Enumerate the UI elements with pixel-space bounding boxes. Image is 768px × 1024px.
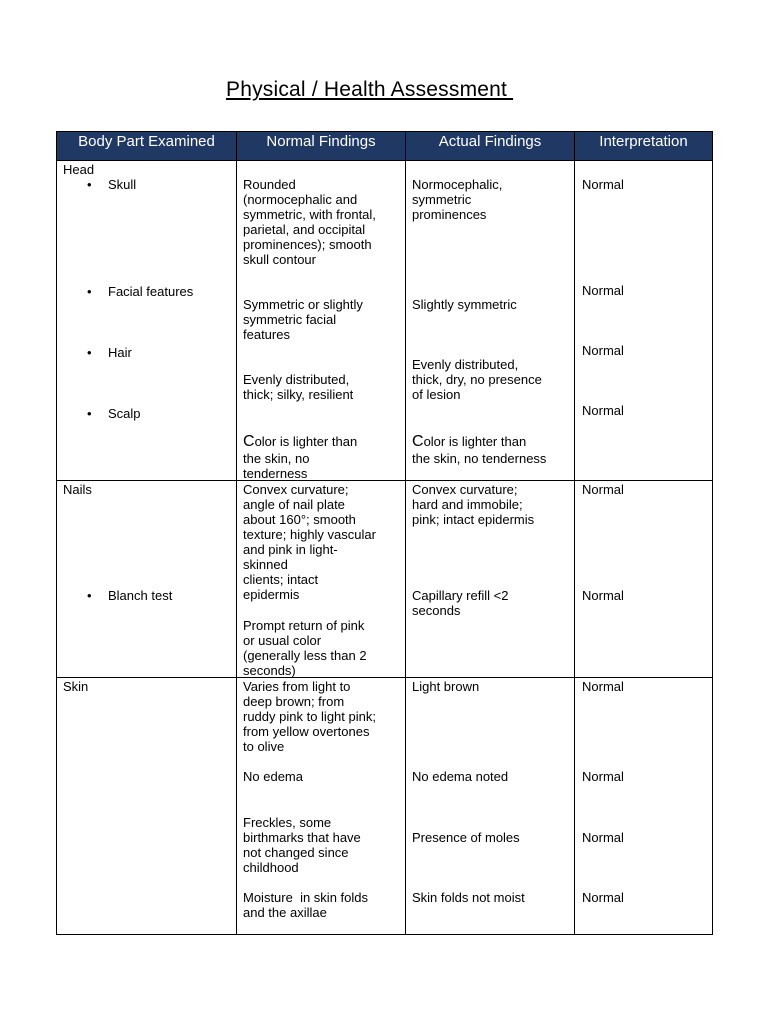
bullet-icon: • xyxy=(87,345,92,360)
facial-interpretation: Normal xyxy=(582,283,624,298)
item-facial-features: Facial features xyxy=(108,284,194,299)
item-scalp: Scalp xyxy=(108,406,141,421)
blanch-interpretation: Normal xyxy=(582,588,624,603)
table-border-header-bottom xyxy=(56,160,713,161)
header-body-part: Body Part Examined xyxy=(57,132,236,160)
row-divider xyxy=(56,480,713,481)
scalp-interpretation: Normal xyxy=(582,403,624,418)
column-divider xyxy=(236,131,237,935)
bullet-icon: • xyxy=(87,177,92,192)
item-skull: Skull xyxy=(108,177,137,192)
row-label-skin: Skin xyxy=(63,679,89,694)
row-label-head: Head xyxy=(63,162,95,177)
bullet-icon: • xyxy=(87,588,92,603)
bullet-icon: • xyxy=(87,284,92,299)
column-divider xyxy=(405,131,406,935)
row-divider xyxy=(56,677,713,678)
table-border-top xyxy=(56,131,713,132)
hair-interpretation: Normal xyxy=(582,343,624,358)
item-hair: Hair xyxy=(108,345,132,360)
bullet-icon: • xyxy=(87,406,92,421)
facial-actual: Slightly symmetric xyxy=(412,297,517,312)
skull-interpretation: Normal xyxy=(582,177,624,192)
table-border-bottom xyxy=(56,934,713,935)
row-label-nails: Nails xyxy=(63,482,92,497)
header-actual-findings: Actual Findings xyxy=(406,132,574,160)
item-blanch-test: Blanch test xyxy=(108,588,173,603)
nails-interpretation: Normal xyxy=(582,482,624,497)
header-interpretation: Interpretation xyxy=(575,132,712,160)
table-border-right xyxy=(712,131,713,935)
page-title: Physical / Health Assessment xyxy=(226,78,514,101)
column-divider xyxy=(574,131,575,935)
header-normal-findings: Normal Findings xyxy=(237,132,405,160)
table-border-left xyxy=(56,131,57,935)
